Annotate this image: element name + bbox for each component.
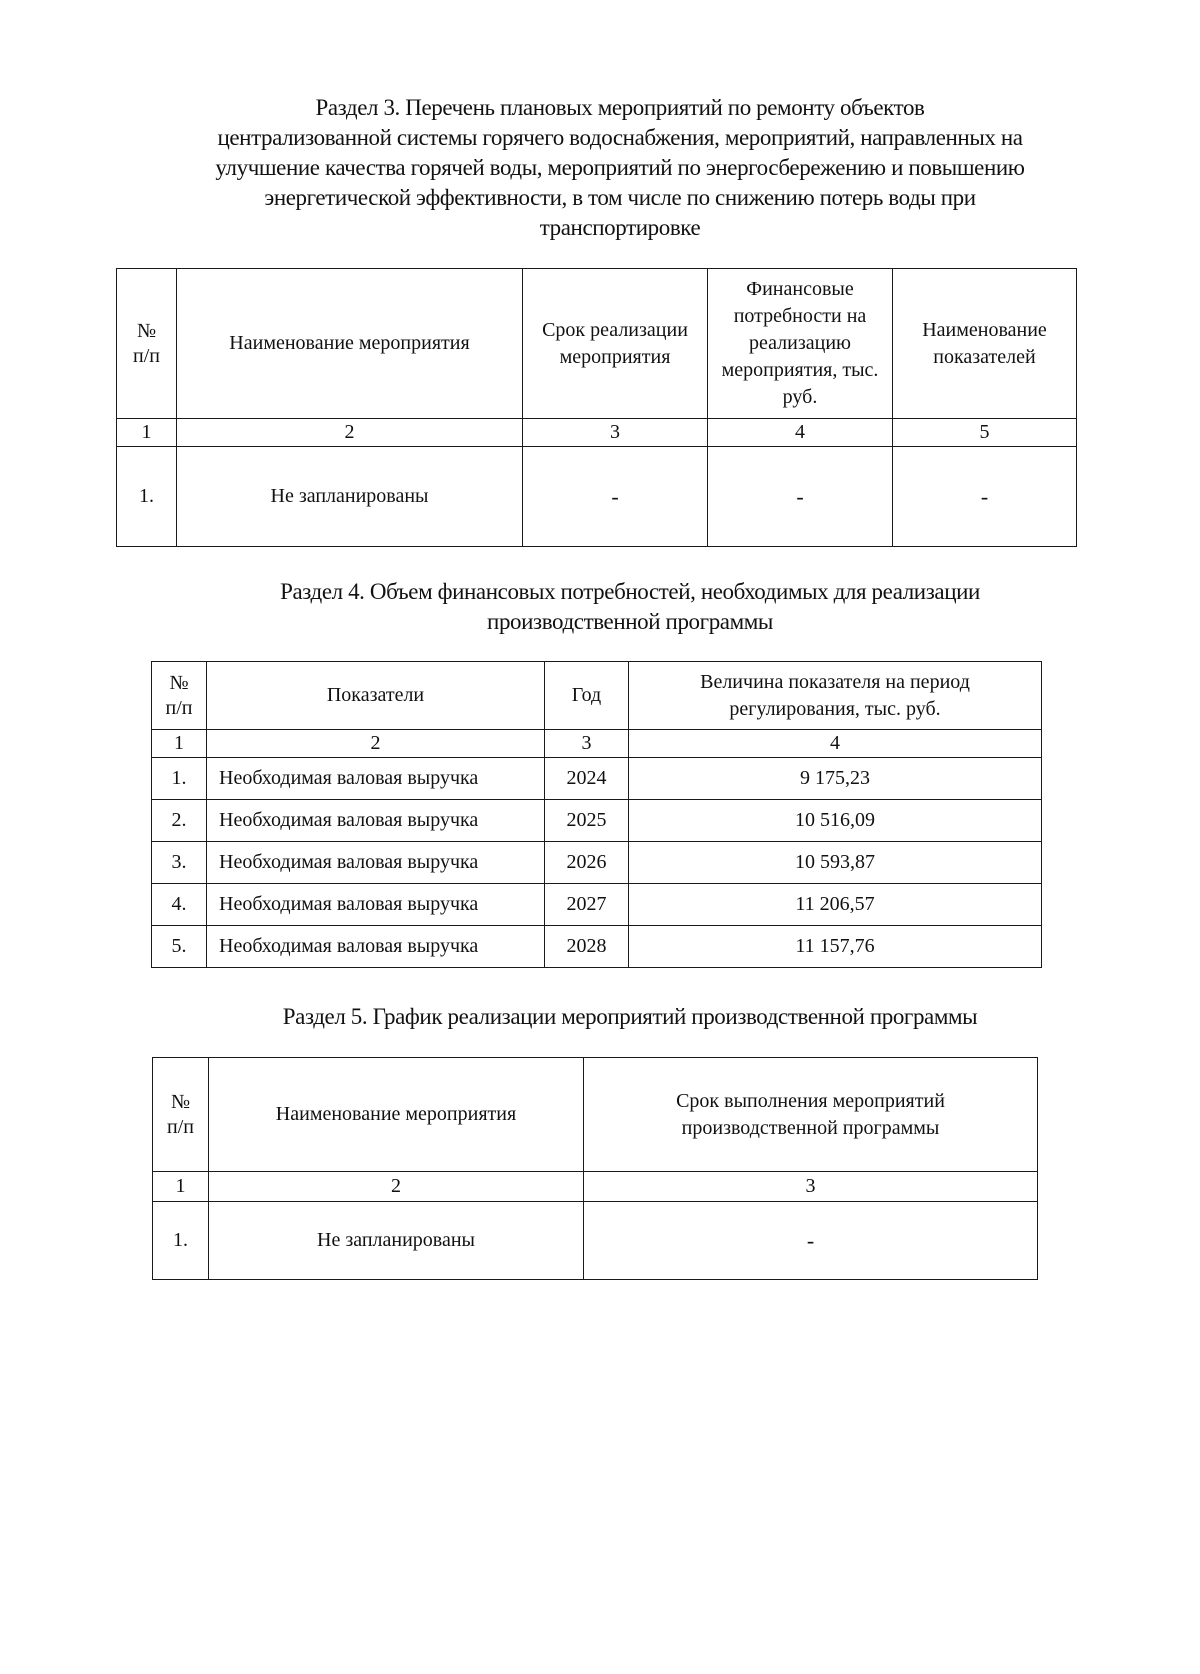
column-number: 2: [177, 419, 523, 447]
col-header-number: № п/п: [117, 269, 177, 419]
event-term: -: [523, 447, 708, 547]
row-number: 4.: [152, 884, 207, 926]
table-header-row: [152, 662, 1042, 730]
table-row: [117, 447, 1077, 547]
table-row: [153, 1202, 1038, 1280]
row-number: 2.: [152, 800, 207, 842]
table-row: [152, 842, 1042, 884]
column-number: 1: [153, 1172, 209, 1202]
value-cell: 11 157,76: [629, 926, 1042, 968]
column-number-row: [153, 1172, 1038, 1202]
year-cell: 2027: [545, 884, 629, 926]
table-header-row: [117, 269, 1077, 419]
section4-title: [180, 577, 1080, 637]
column-number: 1: [117, 419, 177, 447]
table-row: [152, 926, 1042, 968]
section3-title-line: Раздел 3. Перечень плановых мероприятий по ремонту объектов: [315, 95, 925, 120]
section4-table: [151, 661, 1042, 968]
column-number: 4: [629, 730, 1042, 758]
event-finance: -: [708, 447, 893, 547]
event-deadline: -: [584, 1202, 1038, 1280]
indicator-name: Необходимая валовая выручка: [207, 800, 545, 842]
row-number: 1.: [152, 758, 207, 800]
col-header-number: № п/п: [153, 1058, 209, 1172]
column-number: 1: [152, 730, 207, 758]
column-number: 3: [584, 1172, 1038, 1202]
section3-title-line: энергетической эффективности, в том числе по снижению потерь воды при: [264, 185, 976, 210]
col-header-year: Год: [545, 662, 629, 730]
year-cell: 2025: [545, 800, 629, 842]
column-number: 2: [207, 730, 545, 758]
event-indicators: -: [893, 447, 1077, 547]
col-header-value: Величина показателя на период регулирования, тыс. руб.: [629, 662, 1042, 730]
section3-title-line: улучшение качества горячей воды, мероприятий по энергосбережению и повышению: [215, 155, 1025, 180]
col-header-indicators: Наименование показателей: [893, 269, 1077, 419]
section5-table: [152, 1057, 1038, 1280]
section3-title-line: централизованной системы горячего водоснабжения, мероприятий, направленных на: [217, 125, 1023, 150]
indicator-name: Необходимая валовая выручка: [207, 842, 545, 884]
col-header-number: № п/п: [152, 662, 207, 730]
table-row: [152, 758, 1042, 800]
section5-title-line: Раздел 5. График реализации мероприятий производственной программы: [282, 1004, 978, 1029]
col-header-event-name: Наименование мероприятия: [177, 269, 523, 419]
table-row: [152, 800, 1042, 842]
year-cell: 2028: [545, 926, 629, 968]
column-number-row: [152, 730, 1042, 758]
value-cell: 9 175,23: [629, 758, 1042, 800]
row-number: 5.: [152, 926, 207, 968]
table-row: [152, 884, 1042, 926]
row-number: 1.: [117, 447, 177, 547]
section5-title: [180, 1002, 1080, 1032]
section3-title: [150, 93, 1090, 243]
section4-title-line: производственной программы: [487, 609, 773, 634]
col-header-event-name: Наименование мероприятия: [209, 1058, 584, 1172]
value-cell: 10 516,09: [629, 800, 1042, 842]
indicator-name: Необходимая валовая выручка: [207, 758, 545, 800]
value-cell: 10 593,87: [629, 842, 1042, 884]
col-header-indicators: Показатели: [207, 662, 545, 730]
row-number: 1.: [153, 1202, 209, 1280]
year-cell: 2026: [545, 842, 629, 884]
event-name: Не запланированы: [209, 1202, 584, 1280]
col-header-term: Срок реализации мероприятия: [523, 269, 708, 419]
year-cell: 2024: [545, 758, 629, 800]
section4-title-line: Раздел 4. Объем финансовых потребностей, необходимых для реализации: [280, 579, 980, 604]
col-header-financial-needs: Финансовые потребности на реализацию мероприятия, тыс. руб.: [708, 269, 893, 419]
column-number: 3: [545, 730, 629, 758]
column-number: 3: [523, 419, 708, 447]
event-name: Не запланированы: [177, 447, 523, 547]
column-number: 5: [893, 419, 1077, 447]
section3-title-line: транспортировке: [539, 215, 701, 240]
row-number: 3.: [152, 842, 207, 884]
col-header-deadline: Срок выполнения мероприятий производственной программы: [584, 1058, 1038, 1172]
section3-table: [116, 268, 1077, 547]
table-header-row: [153, 1058, 1038, 1172]
column-number: 2: [209, 1172, 584, 1202]
column-number-row: [117, 419, 1077, 447]
value-cell: 11 206,57: [629, 884, 1042, 926]
indicator-name: Необходимая валовая выручка: [207, 884, 545, 926]
indicator-name: Необходимая валовая выручка: [207, 926, 545, 968]
column-number: 4: [708, 419, 893, 447]
